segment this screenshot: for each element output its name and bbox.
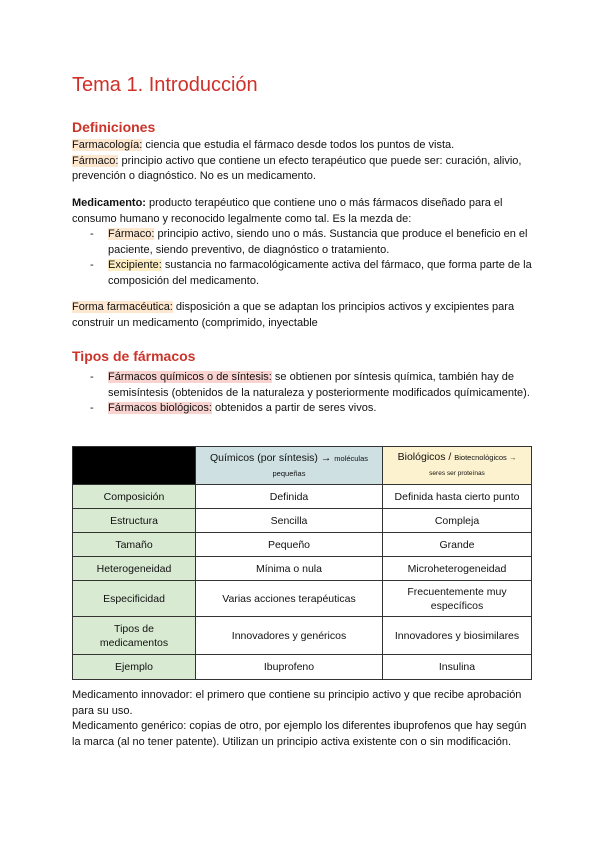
comparison-table	[72, 446, 532, 680]
table-row: Estructura Sencilla Compleja	[73, 509, 532, 533]
table-header-row	[73, 447, 532, 485]
table-row: Ejemplo Ibuprofeno Insulina	[73, 655, 532, 680]
forma-term: Forma farmacéutica:	[72, 301, 173, 313]
note-innovador: Medicamento innovador: el primero que contiene su principio activo y que recibe aprobación para su uso.	[72, 689, 522, 717]
list-item: - Fármacos biológicos: obtenidos a partir de seres vivos.	[72, 401, 532, 417]
definiciones-block	[72, 138, 532, 185]
forma-block	[72, 300, 532, 331]
table-corner-cell	[73, 447, 196, 485]
forma-definition: Forma farmacéutica: disposición a que se adaptan los principios activos y excipientes para construir un medicamento (comprimido, inyectable	[72, 301, 515, 329]
table-row: Composición Definida Definida hasta cierto punto	[73, 485, 532, 509]
medicamento-definition: Medicamento: producto terapéutico que contiene uno o más fármacos diseñado para el consumo humano y reconocido legalmente como tal. Es la mezda de:	[72, 197, 503, 225]
list-item: - Excipiente: sustancia no farmacológicamente activa del fármaco, que forma parte de la composición del medicamento.	[72, 258, 532, 289]
tipos-block	[72, 370, 532, 417]
farmaco-term: Fármaco:	[72, 154, 119, 167]
medicamento-components-list	[72, 227, 532, 289]
notes-block	[72, 688, 532, 750]
header-biologicos: Biológicos / Biotecnológicos → seres ser proteínas	[383, 447, 532, 485]
list-item: - Fármaco: principio activo, siendo uno o más. Sustancia que produce el beneficio en el paciente, siendo preventivo, de diagnóstico o tratamiento.	[72, 227, 532, 258]
table-row: Especificidad Varias acciones terapéuticas Frecuentemente muy específicos	[73, 581, 532, 617]
table-row: Heterogeneidad Mínima o nula Microheterogeneidad	[73, 557, 532, 581]
note-generico: Medicamento genérico: copias de otro, por ejemplo los diferentes ibuprofenos que hay según la marca (al no tener patente). Utilizan un principio activa existente con o sin modificación.	[72, 720, 527, 748]
farmacologia-term: Farmacología:	[72, 139, 143, 151]
tipos-heading: Tipos de fármacos	[72, 348, 196, 364]
farmacologia-definition: Farmacología: ciencia que estudia el fármaco desde todos los puntos de vista.	[72, 139, 455, 151]
header-quimicos: Químicos (por síntesis) → moléculas pequeñas	[196, 447, 383, 485]
definiciones-heading: Definiciones	[72, 119, 156, 135]
page-title: Tema 1. Introducción	[72, 74, 258, 96]
table-row: Tipos de medicamentos Innovadores y genéricos Innovadores y biosimilares	[73, 617, 532, 655]
medicamento-block	[72, 196, 532, 289]
medicamento-term: Medicamento:	[72, 197, 146, 209]
table-row: Tamaño Pequeño Grande	[73, 533, 532, 557]
tipos-list	[72, 370, 532, 417]
farmaco-definition: Fármaco: principio activo que contiene un efecto terapéutico que puede ser: curación, alivio, prevención o diagnóstico. No es un medicamento.	[72, 154, 522, 182]
list-item: - Fármacos químicos o de síntesis: se obtienen por síntesis química, también hay de semisíntesis (obtenidos de la naturaleza y posteriormente modificados químicamente).	[72, 370, 532, 401]
